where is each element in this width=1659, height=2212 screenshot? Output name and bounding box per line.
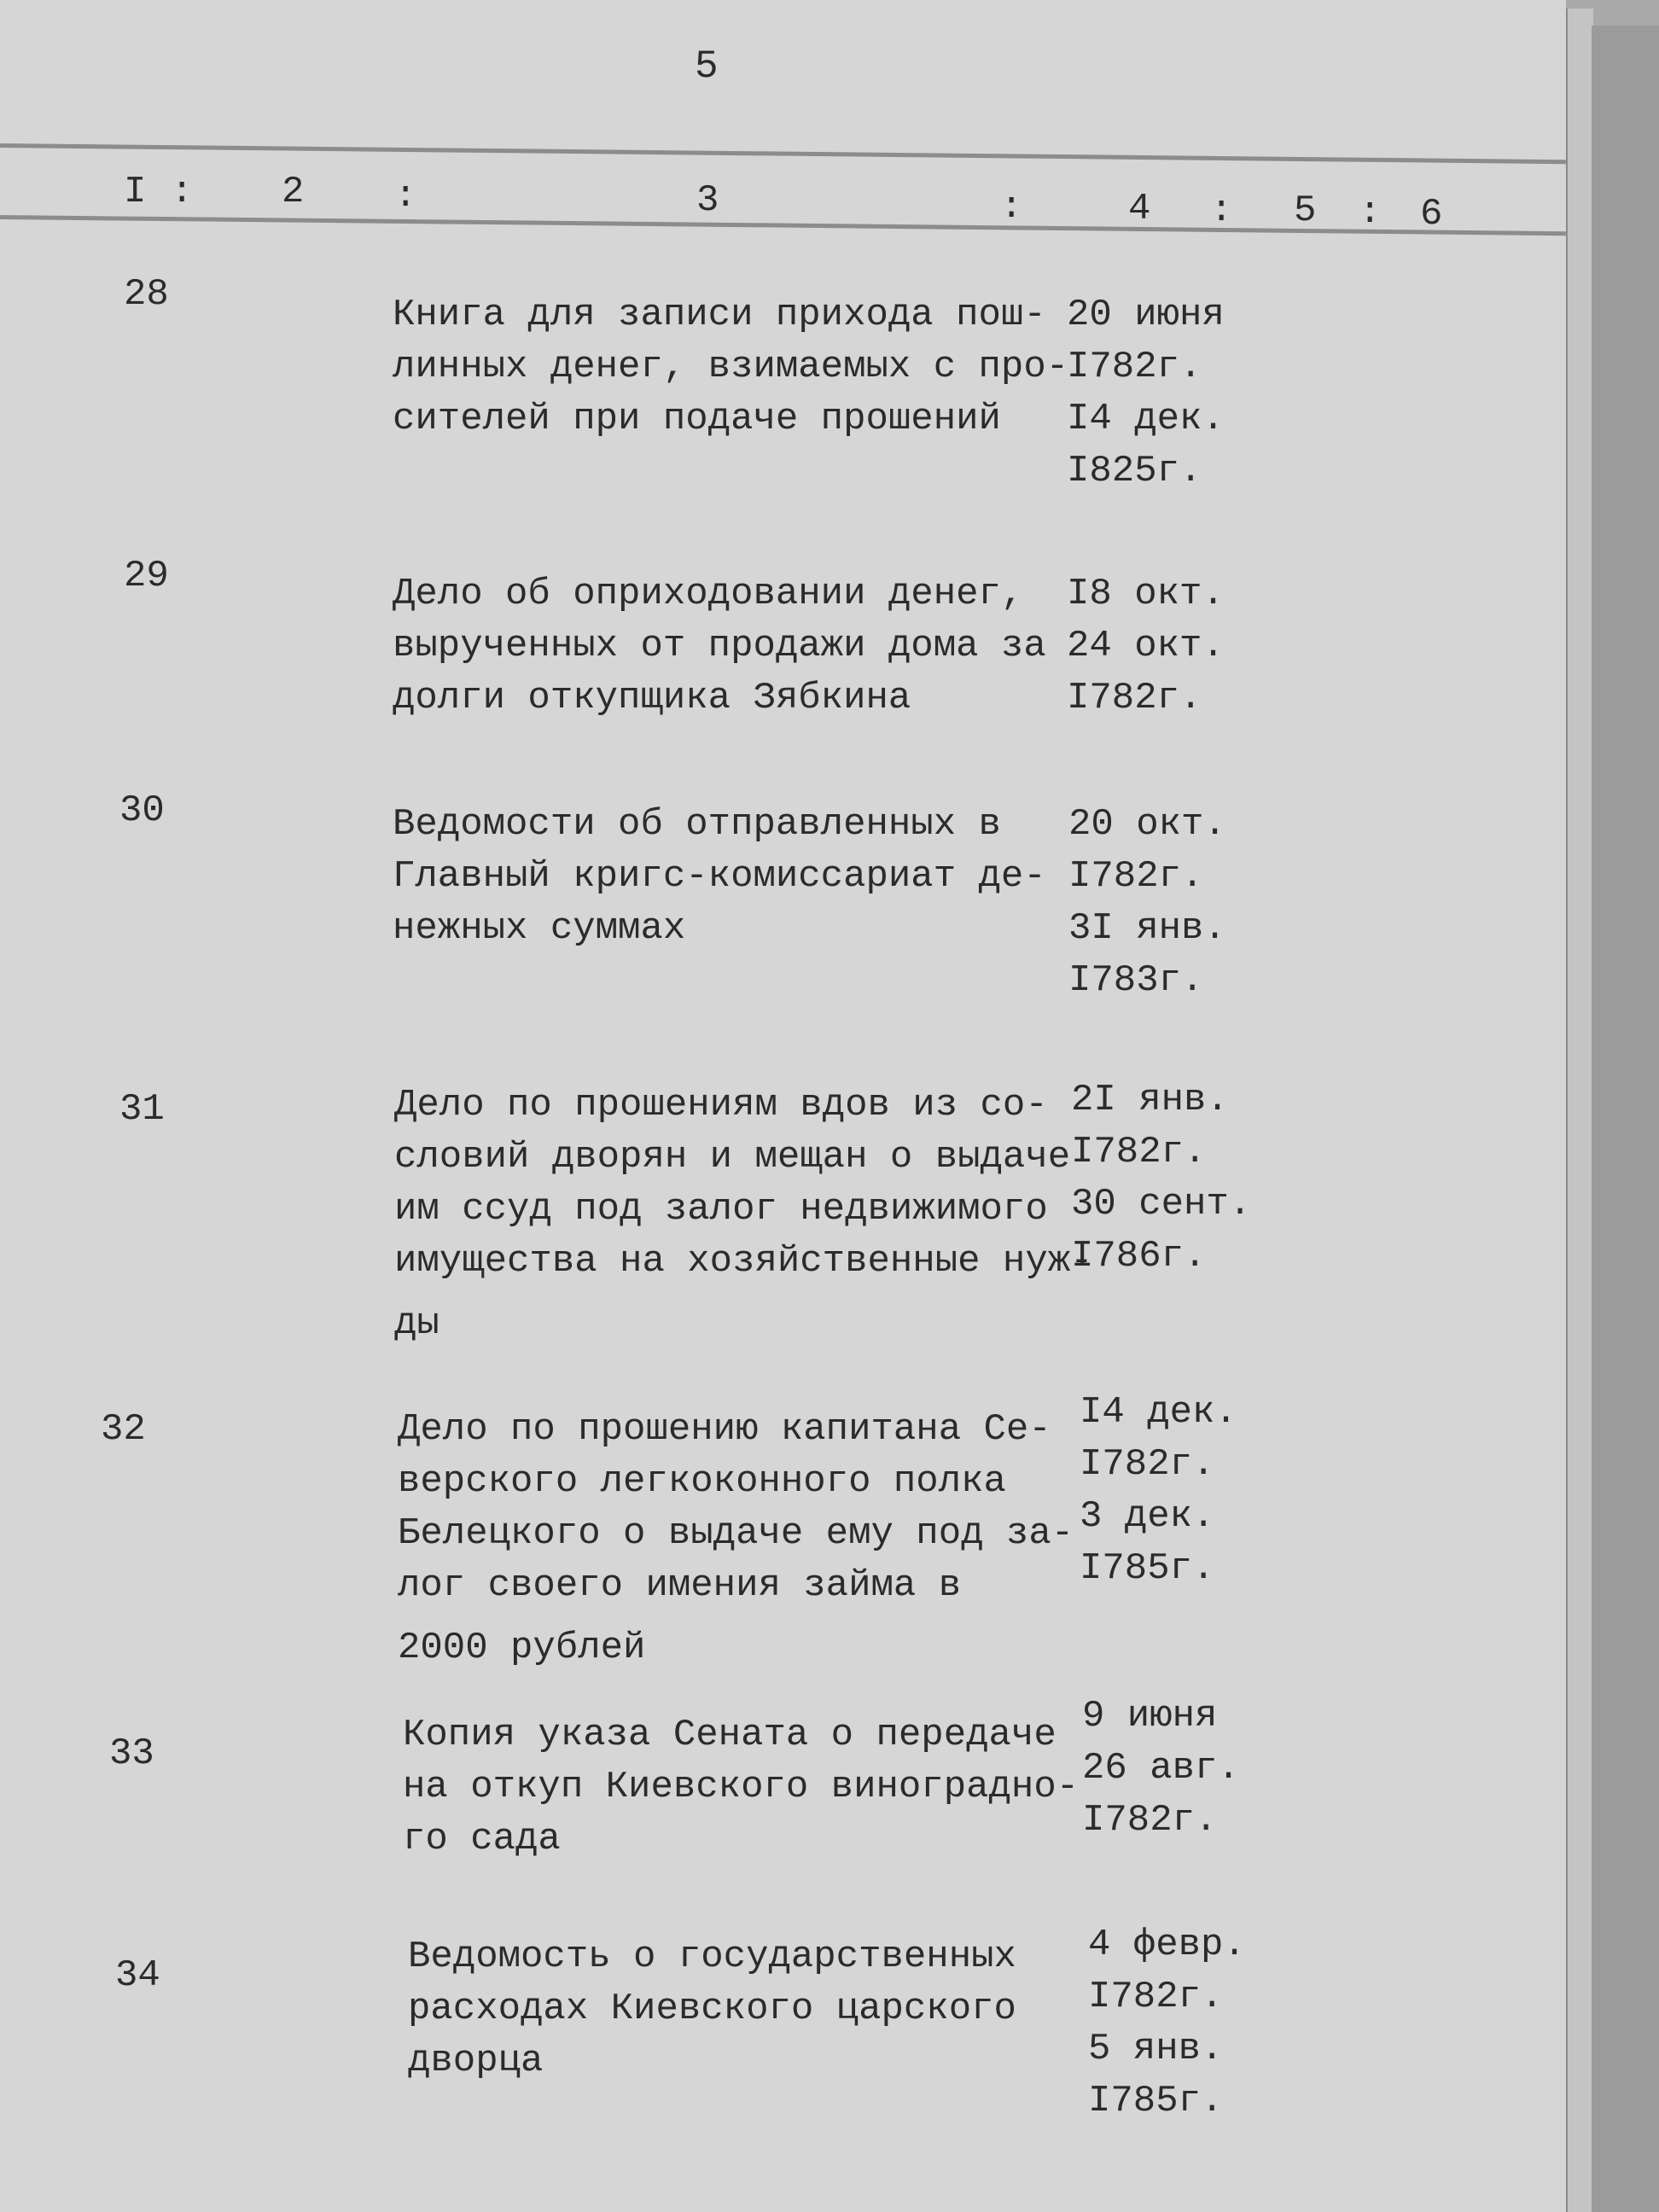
date-line: 3I янв. [1068,907,1226,950]
date-line: I782г. [1082,1799,1218,1842]
column-separator: : [1359,191,1382,234]
description-line: верского легкоконного полка [398,1460,1006,1503]
description-line: лог своего имения займа в [398,1564,962,1607]
item-description [393,568,1046,725]
description-line: Дело по прошению капитана Се- [398,1408,1051,1451]
item-description [393,799,1046,955]
description-line: Книга для записи прихода пош- [393,294,1046,336]
date-line: I825г. [1067,450,1202,492]
item-dates [1067,289,1225,498]
item-number: 30 [119,789,165,832]
item-number: 32 [101,1408,146,1451]
item-number: 29 [124,555,169,597]
description-line: Дело по прошениям вдов из со- [394,1084,1048,1126]
date-line: I782г. [1088,1976,1224,2018]
page-number: 5 [695,44,719,89]
date-line: 30 сент. [1071,1183,1252,1225]
date-line: 2I янв. [1071,1079,1229,1121]
description-line: Дело об оприходовании денег, [393,573,1024,615]
date-line: I782г. [1071,1131,1207,1173]
date-line: 20 июня [1067,294,1225,336]
date-line: I782г. [1067,346,1202,388]
description-line: 2000 рублей [398,1627,646,1669]
item-dates [1067,568,1225,725]
date-line: I785г. [1088,2080,1224,2122]
column-header: 4 [1128,188,1151,230]
description-line: Главный кригс-комиссариат де- [393,855,1046,898]
date-line: I782г. [1080,1443,1215,1486]
description-line: дворца [408,2040,544,2082]
description-line: имущества на хозяйственные нуж- [394,1240,1093,1283]
description-line: им ссуд под залог недвижимого [394,1188,1048,1231]
item-description [393,289,1068,445]
item-dates [1088,1919,1246,2128]
description-line: Ведомости об отправленных в [393,803,1001,846]
item-description [398,1404,1074,1674]
description-line: расходах Киевского царского [408,1988,1016,2030]
column-header: I [124,171,147,213]
item-description [408,1931,1016,2087]
column-header: 6 [1420,193,1443,236]
description-line: Копия указа Сената о передаче [403,1714,1057,1756]
description-line: сителей при подаче прошений [393,398,1001,440]
item-dates [1071,1074,1251,1283]
description-line: Ведомость о государственных [408,1936,1016,1978]
date-line: I4 дек. [1067,398,1225,440]
date-line: 24 окт. [1067,625,1225,667]
date-line: I782г. [1067,677,1202,719]
page-edge [1566,9,1593,2212]
column-separator: : [1000,186,1023,229]
description-line: линных денег, взимаемых с про- [393,346,1069,388]
date-line: 3 дек. [1080,1495,1215,1538]
item-number: 31 [119,1088,165,1131]
description-line: нежных суммах [393,907,686,950]
column-header: 5 [1294,189,1317,232]
date-line: I782г. [1068,855,1204,898]
item-number: 33 [109,1732,154,1775]
item-dates [1068,799,1226,1007]
description-line: Белецкого о выдаче ему под за- [398,1512,1074,1555]
column-header: 3 [696,179,719,222]
date-line: 4 февр. [1088,1924,1246,1966]
description-line: ды [394,1302,439,1345]
description-line: вырученных от продажи дома за [393,625,1046,667]
description-line: на откуп Киевского виноградно- [403,1766,1080,1808]
date-line: I8 окт. [1067,573,1225,615]
item-description [403,1709,1079,1866]
date-line: I783г. [1068,959,1204,1002]
item-number: 28 [124,273,169,316]
background [1592,26,1659,2212]
date-line: 5 янв. [1088,2028,1224,2070]
date-line: 26 авг. [1082,1747,1240,1790]
column-separator: : [394,175,417,218]
description-line: словий дворян и мещан о выдаче [394,1136,1071,1179]
description-line: го сада [403,1818,561,1860]
item-dates [1082,1691,1240,1847]
item-number: 34 [115,1954,160,1997]
item-dates [1080,1387,1237,1595]
item-description [394,1080,1093,1350]
date-line: 9 июня [1082,1695,1218,1738]
date-line: I786г. [1071,1235,1207,1278]
description-line: долги откупщика Зябкина [393,677,911,719]
column-separator: : [171,171,194,213]
date-line: 20 окт. [1068,803,1226,846]
date-line: I785г. [1080,1547,1215,1590]
date-line: I4 дек. [1080,1391,1237,1434]
column-header: 2 [282,171,305,213]
column-separator: : [1210,189,1233,232]
